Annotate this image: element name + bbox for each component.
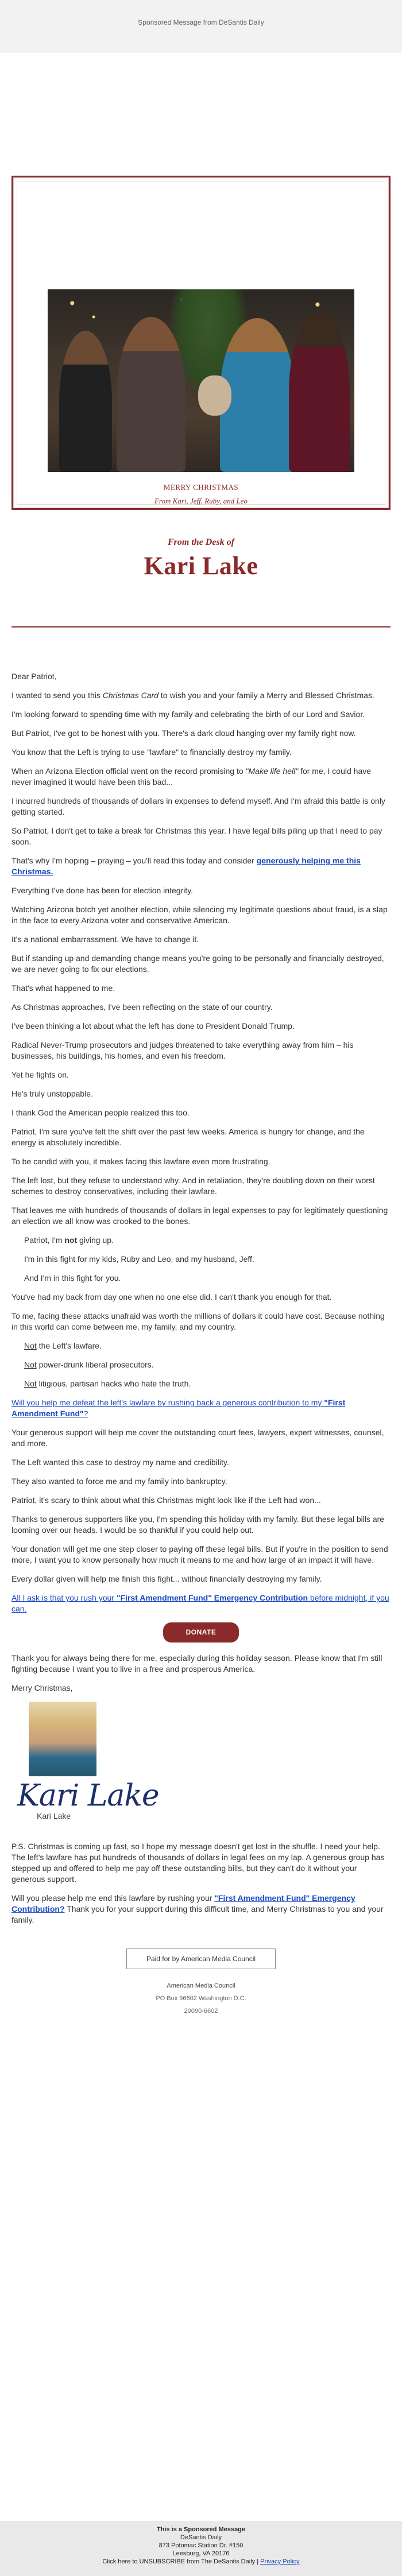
from-desk-label: From the Desk of xyxy=(168,537,234,547)
family-photo xyxy=(48,289,354,472)
paragraph: I incurred hundreds of thousands of dollars in expenses to defend myself. And I'm afraid this battle is only getting started. xyxy=(11,796,385,816)
family-member-ruby xyxy=(289,312,350,472)
paragraph: I'm looking forward to spending time with my family and celebrating the birth of our Lord and Savior. xyxy=(11,710,365,719)
paragraph: They also wanted to force me and my family into bankruptcy. xyxy=(11,1477,227,1486)
paragraph xyxy=(11,1593,391,1614)
sponsor-footer xyxy=(0,2521,402,2576)
kari-lake-headshot xyxy=(29,1702,96,1776)
organization-info xyxy=(11,1980,391,2017)
paid-for-box: Paid for by American Media Council xyxy=(126,1949,276,1969)
privacy-policy-link[interactable]: Privacy Policy xyxy=(260,2558,300,2565)
organization-name: American Media Council xyxy=(167,1982,235,1989)
paragraph: As Christmas approaches, I've been reflecting on the state of our country. xyxy=(11,1002,273,1012)
paragraph: I've been thinking a lot about what the left has done to President Donald Trump. xyxy=(11,1021,295,1031)
sender-name-heading: Kari Lake xyxy=(144,552,258,580)
footer-links xyxy=(0,2558,402,2566)
sponsor-header xyxy=(0,0,402,53)
paragraph: You've had my back from day one when no one else did. I can't thank you enough for that. xyxy=(11,1292,332,1301)
not-line: Not power-drunk liberal prosecutors. xyxy=(24,1360,154,1369)
paragraph: Watching Arizona botch yet another election, while silencing my legitimate questions about fraud, is a slap in the face to every Arizona voter and conservative American. xyxy=(11,905,388,925)
paragraph: Your generous support will help me cover the outstanding court fees, lawyers, expert witnesses, counsel, and more. xyxy=(11,1428,384,1448)
postscript-cta: Will you please help me end this lawfare by rushing your "First Amendment Fund" Emergency Contribution? Thank you for your support during this difficult time, and Merry Christmas to you and your family. xyxy=(11,1893,384,1924)
postscript: P.S. Christmas is coming up fast, so I hope my message doesn't get lost in the shuffle. I need your help. The left's lawfare has put hundreds of thousands of dollars in legal fees on my lap. A generous group has stepped up and offered to help me pay off these outstanding bills, but they can't do it without your generous support. xyxy=(11,1842,385,1884)
unsubscribe-link[interactable]: Click here to UNSUBSCRIBE from The DeSantis Daily | xyxy=(102,2558,261,2565)
paragraph: Patriot, it's scary to think about what this Christmas might look like if the Left had won... xyxy=(11,1496,321,1505)
paragraph xyxy=(11,1397,391,1419)
paragraph: I wanted to send you this Christmas Card to wish you and your family a Merry and Blessed Christmas. xyxy=(11,691,374,700)
paragraph: That's what happened to me. xyxy=(11,983,115,993)
footer-sender: DeSantis Daily xyxy=(180,2534,222,2541)
paragraph: That leaves me with hundreds of thousands of dollars in legal expenses to pay for legitimately questioning an election we all know was crooked to the bones. xyxy=(11,1206,388,1226)
email-content xyxy=(11,176,391,2017)
sponsor-header-text: Sponsored Message from DeSantis Daily xyxy=(138,18,264,26)
family-member-leo xyxy=(59,331,112,472)
organization-zip: 20090-6602 xyxy=(184,2008,218,2015)
paragraph: Yet he fights on. xyxy=(11,1070,69,1079)
paragraph: So Patriot, I don't get to take a break for Christmas this year. I have legal bills piling up that I need to pay soon. xyxy=(11,826,382,846)
christmas-card xyxy=(11,176,391,510)
paragraph: Every dollar given will help me finish this fight... without financially destroying my family. xyxy=(11,1574,322,1583)
closing: Merry Christmas, xyxy=(11,1683,73,1692)
paragraph: But if standing up and demanding change means you're going to be personally and financially destroyed, we are never going to fix our elections. xyxy=(11,954,384,974)
greeting: Dear Patriot, xyxy=(11,672,57,681)
signature-name: Kari Lake xyxy=(37,1811,71,1820)
footer-address-line2: Leesburg, VA 20176 xyxy=(172,2550,230,2557)
card-from-line: From Kari, Jeff, Ruby, and Leo xyxy=(154,497,248,505)
letter-body xyxy=(11,671,391,1926)
paragraph: Thank you for always being there for me, especially during this holiday season. Please know that I'm still fighting because I want you to live in a free and prosperous America. xyxy=(11,1653,382,1674)
paragraph: I thank God the American people realized this too. xyxy=(11,1108,190,1117)
paragraph: To be candid with you, it makes facing this lawfare even more frustrating. xyxy=(11,1157,270,1166)
paragraph: Patriot, I'm not giving up. xyxy=(24,1235,114,1245)
donate-button[interactable]: DONATE xyxy=(163,1622,239,1643)
family-dog xyxy=(198,375,231,416)
paragraph: The Left wanted this case to destroy my name and credibility. xyxy=(11,1458,229,1467)
paragraph: I'm in this fight for my kids, Ruby and Leo, and my husband, Jeff. xyxy=(24,1254,254,1264)
paragraph: And I'm in this fight for you. xyxy=(24,1273,121,1283)
paragraph: That's why I'm hoping – praying – you'll read this today and consider generously helping me this Christmas. xyxy=(11,856,361,876)
paragraph: Radical Never-Trump prosecutors and judges threatened to take everything away from him – his businesses, his buildings, his homes, and even his freedom. xyxy=(11,1040,354,1060)
donate-link-emergency-contribution[interactable]: All I ask is that you rush your "First Amendment Fund" Emergency Contribution before midnight, if you can. xyxy=(11,1593,389,1613)
paragraph: To me, facing these attacks unafraid was worth the millions of dollars it could have cost. Because nothing in this world can come between me, my family, and my country. xyxy=(11,1311,385,1331)
paragraph: Thanks to generous supporters like you, I'm spending this holiday with my family. But these legal bills are looming over our heads. I would be so thankful if you could help out. xyxy=(11,1514,385,1535)
donate-link-first-amendment-fund[interactable]: Will you help me defeat the left's lawfare by rushing back a generous contribution to my "First Amendment Fund"? xyxy=(11,1398,346,1418)
paragraph: Patriot, I'm sure you've felt the shift over the past few weeks. America is hungry for change, and the energy is absolutely incredible. xyxy=(11,1127,365,1147)
paragraph: The left lost, but they refuse to understand why. And in retaliation, they're doubling down on their worst schemes to destroy conservatives, including their lawfare. xyxy=(11,1176,375,1196)
not-line: Not the Left's lawfare. xyxy=(24,1341,102,1350)
donate-link-ps[interactable]: "First Amendment Fund" Emergency Contribution? xyxy=(11,1893,355,1913)
header-divider xyxy=(11,626,391,627)
not-line: Not litigious, partisan hacks who hate the truth. xyxy=(24,1379,191,1388)
signature: Kari Lake xyxy=(17,1779,159,1813)
family-member-jeff xyxy=(117,317,185,472)
paragraph: Your donation will get me one step closer to paying off these legal bills. But if you're in the position to send more, I want you to know personally how much it means to me and how large of an impact it will have. xyxy=(11,1544,388,1564)
footer-address-line1: 873 Potomac Station Dr. #150 xyxy=(159,2542,243,2549)
paragraph: But Patriot, I've got to be honest with you. There's a dark cloud hanging over my family right now. xyxy=(11,729,356,738)
card-caption: MERRY CHRISTMAS xyxy=(163,483,239,491)
paragraph: When an Arizona Election official went on the record promising to "Make life hell" for me, I could have never imagined it would have been this bad... xyxy=(11,766,372,787)
paragraph: He's truly unstoppable. xyxy=(11,1089,93,1098)
paragraph: Everything I've done has been for election integrity. xyxy=(11,886,194,895)
paragraph: You know that the Left is trying to use "lawfare" to financially destroy my family. xyxy=(11,747,292,757)
organization-address: PO Box 96602 Washington D.C. xyxy=(156,1995,246,2002)
paragraph: It's a national embarrassment. We have to change it. xyxy=(11,935,199,944)
donate-button-wrap xyxy=(11,1622,391,1643)
donate-link-generous[interactable]: generously helping me this Christmas. xyxy=(11,856,361,876)
footer-title: This is a Sponsored Message xyxy=(156,2526,246,2533)
